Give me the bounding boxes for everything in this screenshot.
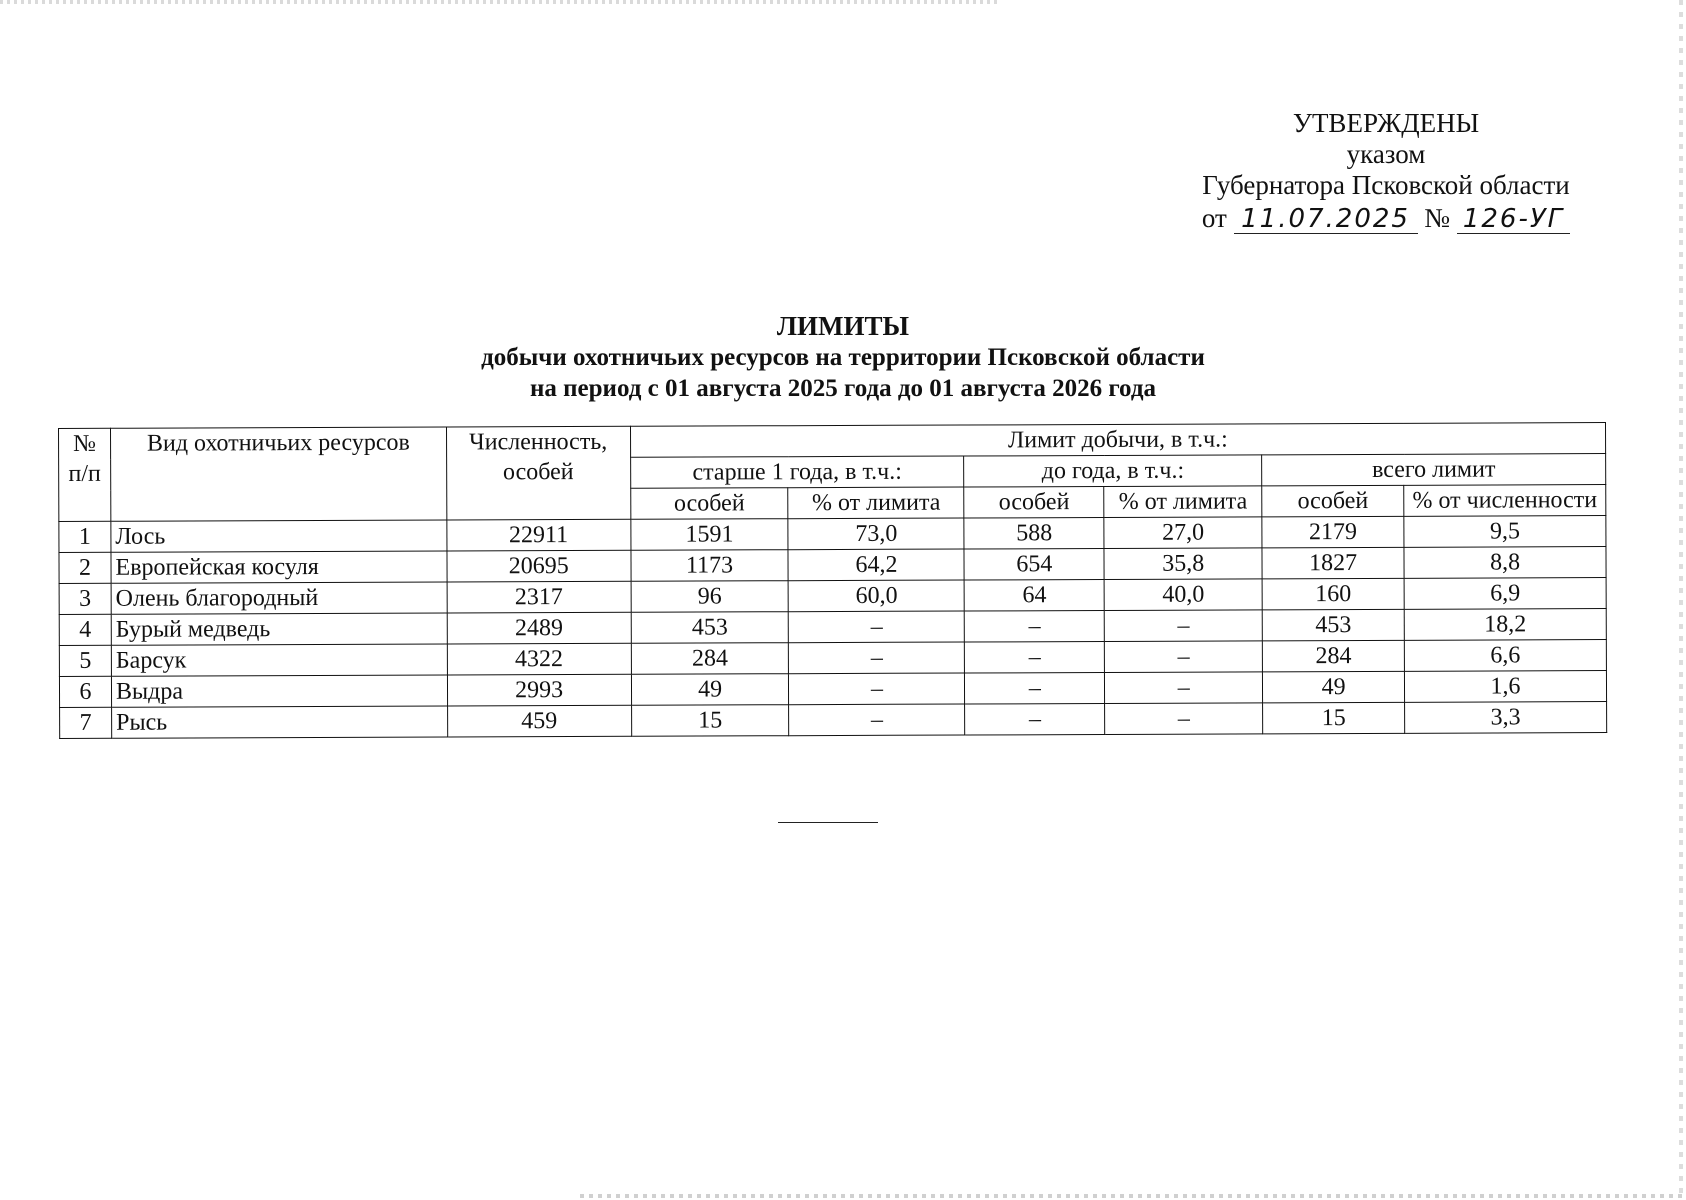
cell-younger-pct: – (1105, 703, 1263, 735)
header-older: старше 1 года, в т.ч.: (630, 456, 964, 488)
cell-total-count: 1827 (1262, 547, 1404, 579)
header-younger: до года, в т.ч.: (964, 455, 1262, 487)
approval-title: УТВЕРЖДЕНЫ (1292, 108, 1480, 138)
cell-younger-pct: 35,8 (1104, 548, 1262, 580)
cell-species: Барсук (111, 644, 447, 676)
header-total-count: особей (1262, 485, 1404, 517)
cell-species: Рысь (112, 706, 448, 738)
cell-younger-pct: 27,0 (1104, 517, 1262, 549)
table-row (60, 702, 1607, 739)
scan-edge-bottom (580, 1194, 1686, 1198)
cell-older-pct: 73,0 (788, 518, 964, 550)
header-older-count: особей (630, 488, 788, 520)
cell-younger-count: 64 (964, 579, 1104, 611)
title-main: ЛИМИТЫ (776, 311, 910, 341)
title-sub-2: на период с 01 августа 2025 года до 01 августа 2026 года (530, 375, 1156, 402)
cell-num: 6 (59, 676, 111, 707)
date-prefix: от (1201, 203, 1227, 233)
cell-younger-pct: – (1105, 672, 1263, 704)
cell-younger-pct: – (1105, 641, 1263, 673)
header-species: Вид охотничьих ресурсов (110, 427, 446, 521)
header-limit: Лимит добычи, в т.ч.: (630, 423, 1606, 458)
cell-older-count: 49 (631, 674, 789, 706)
scan-edge-top (0, 0, 1000, 4)
approval-date-row (1180, 203, 1592, 234)
cell-younger-count: – (965, 610, 1105, 642)
cell-total-count: 453 (1262, 609, 1404, 641)
cell-population: 20695 (447, 550, 631, 582)
cell-total-pct: 1,6 (1404, 671, 1606, 703)
cell-species: Лось (111, 520, 447, 552)
header-total-pct: % от численности (1404, 485, 1606, 517)
approval-governor: Губернатора Псковской области (1202, 170, 1570, 200)
cell-older-pct: – (789, 642, 965, 674)
cell-population: 2489 (447, 612, 631, 644)
cell-younger-pct: 40,0 (1104, 579, 1262, 611)
cell-younger-count: 654 (964, 548, 1104, 580)
handwritten-date: 11.07.2025 (1234, 205, 1418, 234)
header-num: № п/п (59, 428, 111, 521)
cell-older-count: 1591 (630, 519, 788, 551)
cell-population: 4322 (447, 643, 631, 675)
cell-older-count: 453 (631, 612, 789, 644)
cell-total-count: 284 (1262, 640, 1404, 672)
cell-total-count: 2179 (1262, 516, 1404, 548)
header-younger-pct: % от лимита (1104, 486, 1262, 518)
cell-population: 2317 (447, 581, 631, 613)
cell-total-count: 15 (1263, 702, 1405, 734)
cell-total-pct: 8,8 (1404, 547, 1606, 579)
cell-species: Бурый медведь (111, 613, 447, 645)
limits-table (58, 422, 1607, 739)
cell-total-count: 160 (1262, 578, 1404, 610)
cell-total-pct: 3,3 (1405, 702, 1607, 734)
cell-older-count: 1173 (631, 550, 789, 582)
cell-younger-count: – (965, 703, 1105, 735)
cell-total-pct: 18,2 (1404, 609, 1606, 641)
number-prefix: № (1424, 203, 1451, 233)
cell-population: 22911 (447, 519, 631, 551)
cell-num: 5 (59, 645, 111, 676)
cell-total-pct: 6,9 (1404, 578, 1606, 610)
title-sub-1: добычи охотничьих ресурсов на территории Псковской области (481, 344, 1205, 371)
header-population: Численность, особей (446, 426, 630, 520)
cell-older-count: 284 (631, 643, 789, 675)
approval-block (1180, 108, 1592, 234)
handwritten-number: 126-УГ (1457, 205, 1570, 234)
cell-older-count: 96 (631, 581, 789, 613)
cell-species: Выдра (111, 675, 447, 707)
header-younger-count: особей (964, 486, 1104, 518)
end-divider (778, 822, 878, 823)
cell-num: 3 (59, 583, 111, 614)
cell-older-pct: 64,2 (788, 549, 964, 581)
cell-num: 4 (59, 614, 111, 645)
cell-num: 7 (60, 707, 112, 738)
cell-younger-pct: – (1104, 610, 1262, 642)
cell-older-pct: – (789, 673, 965, 705)
cell-older-pct: – (789, 704, 965, 736)
cell-population: 459 (447, 705, 631, 737)
cell-species: Европейская косуля (111, 551, 447, 583)
approval-decree: указом (1346, 139, 1426, 169)
cell-older-pct: 60,0 (789, 580, 965, 612)
cell-younger-count: 588 (964, 517, 1104, 549)
cell-num: 2 (59, 552, 111, 583)
cell-num: 1 (59, 521, 111, 552)
cell-younger-count: – (965, 672, 1105, 704)
document-title (0, 310, 1686, 404)
cell-older-count: 15 (631, 705, 789, 737)
cell-total-pct: 9,5 (1404, 516, 1606, 548)
cell-population: 2993 (447, 674, 631, 706)
cell-younger-count: – (965, 641, 1105, 673)
cell-species: Олень благородный (111, 582, 447, 614)
cell-older-pct: – (789, 611, 965, 643)
header-total: всего лимит (1262, 454, 1606, 486)
scan-edge-right (1679, 0, 1683, 1200)
cell-total-count: 49 (1263, 671, 1405, 703)
table-body (59, 516, 1607, 739)
header-older-pct: % от лимита (788, 487, 964, 519)
cell-total-pct: 6,6 (1404, 640, 1606, 672)
